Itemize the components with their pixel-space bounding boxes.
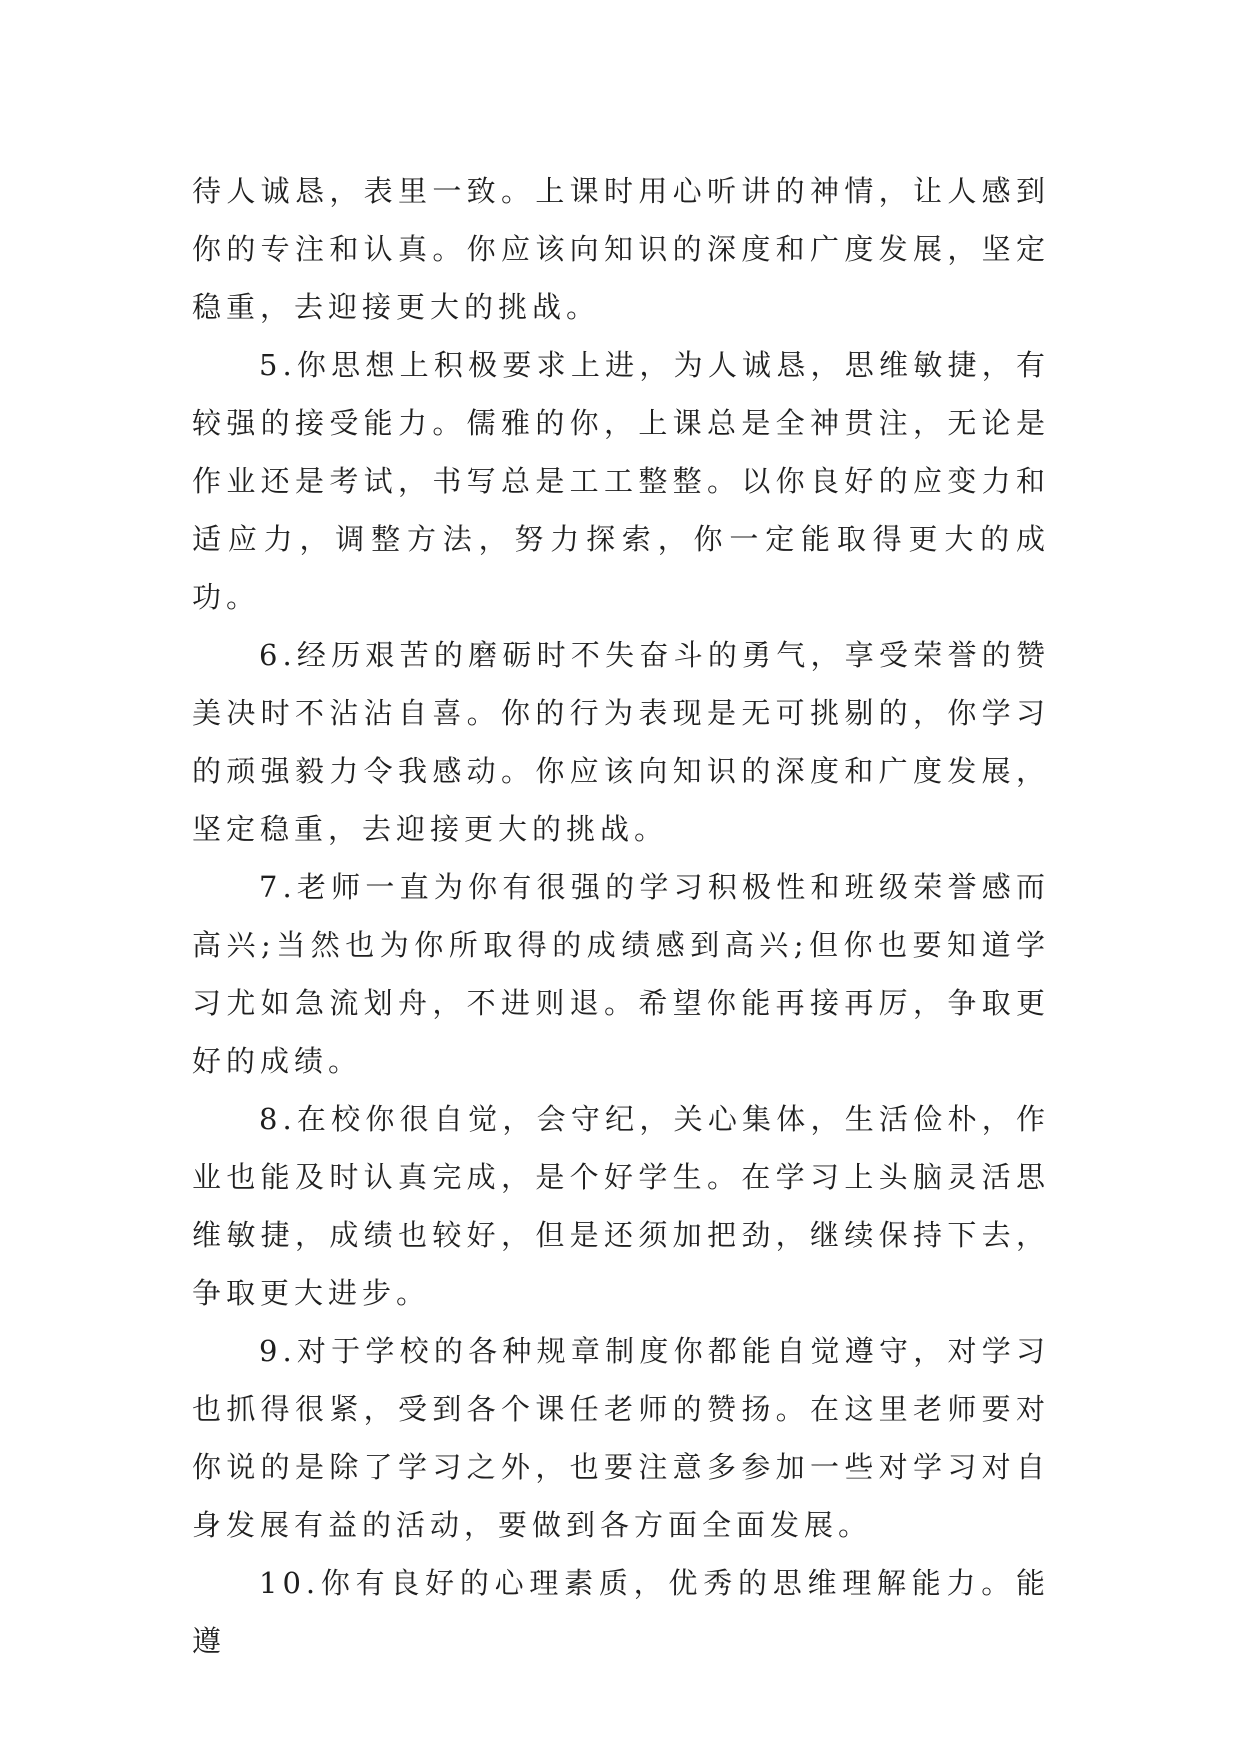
paragraph-comment-5: 5.你思想上积极要求上进，为人诚恳，思维敏捷，有较强的接受能力。儒雅的你，上课总是全神贯注，无论是作业还是考试，书写总是工工整整。以你良好的应变力和适应力，调整方法，努力探索，你一定能取得更大的成功。	[192, 348, 1050, 614]
document-body	[192, 162, 1050, 1670]
paragraph-comment-9: 9.对于学校的各种规章制度你都能自觉遵守，对学习也抓得很紧，受到各个课任老师的赞扬。在这里老师要对你说的是除了学习之外，也要注意多参加一些对学习对自身发展有益的活动，要做到各方面全面发展。	[192, 1334, 1050, 1542]
paragraph-continuation: 待人诚恳，表里一致。上课时用心听讲的神情，让人感到你的专注和认真。你应该向知识的深度和广度发展，坚定稳重，去迎接更大的挑战。	[192, 174, 1050, 324]
paragraph-comment-6: 6.经历艰苦的磨砺时不失奋斗的勇气，享受荣誉的赞美决时不沾沾自喜。你的行为表现是无可挑剔的，你学习的顽强毅力令我感动。你应该向知识的深度和广度发展，坚定稳重，去迎接更大的挑战。	[192, 638, 1050, 846]
paragraph-comment-7: 7.老师一直为你有很强的学习积极性和班级荣誉感而高兴;当然也为你所取得的成绩感到高兴;但你也要知道学习尤如急流划舟，不进则退。希望你能再接再厉，争取更好的成绩。	[192, 870, 1050, 1078]
paragraph-comment-10: 10.你有良好的心理素质，优秀的思维理解能力。能遵	[192, 1566, 1050, 1658]
paragraph-comment-8: 8.在校你很自觉，会守纪，关心集体，生活俭朴，作业也能及时认真完成，是个好学生。在学习上头脑灵活思维敏捷，成绩也较好，但是还须加把劲，继续保持下去，争取更大进步。	[192, 1102, 1050, 1310]
